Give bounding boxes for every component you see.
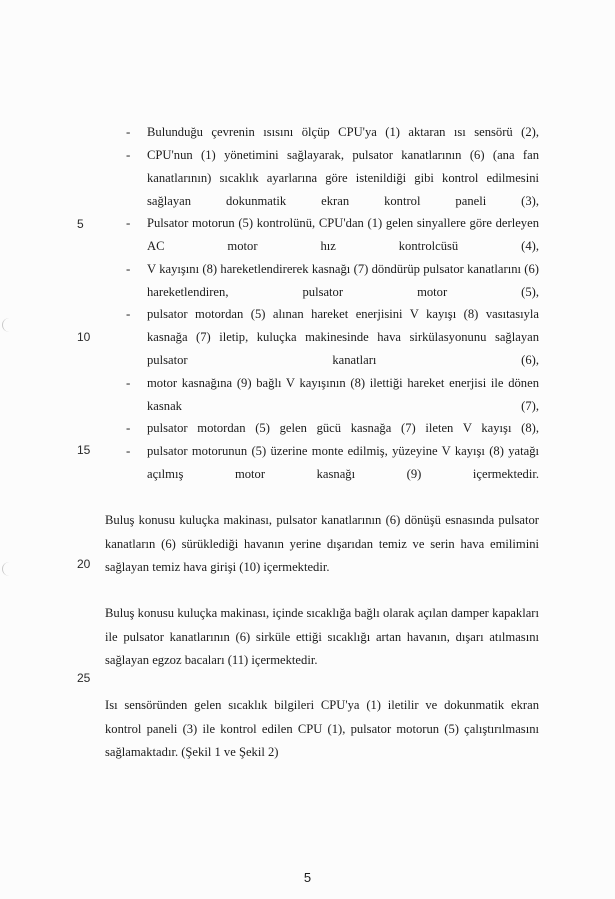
paragraph-fresh-air-inlet: Buluş konusu kuluçka makinası, pulsator kanatlarının (6) dönüşü esnasında pulsator kanatların (6) sürüklediği havanın yerine dışarıdan temiz ve serin hava emilimini sağlayan temiz hava girişi (10) içermektedir. [105, 513, 539, 574]
line-number: 5 [77, 217, 84, 231]
bullet-marker: - [126, 261, 131, 276]
line-number: 25 [77, 671, 91, 685]
bullet-marker: - [126, 420, 131, 435]
page-number: 5 [303, 870, 312, 885]
bullet-marker: - [126, 306, 131, 321]
list-item: pulsator motordan (5) gelen gücü kasnağa (7) ileten V kayışı (8), [147, 421, 539, 435]
line-number: 10 [77, 330, 91, 344]
bullet-marker: - [126, 375, 131, 390]
list-item: V kayışını (8) hareketlendirerek kasnağı (7) döndürüp pulsator kanatlarını (6) hareketlendiren, pulsator motor (5), [147, 262, 539, 299]
bullet-marker: - [126, 443, 131, 458]
punch-hole-mark [2, 562, 17, 576]
line-number: 15 [77, 443, 91, 457]
bullet-marker: - [126, 124, 131, 139]
list-item: pulsator motorunun (5) üzerine monte edilmiş, yüzeyine V kayışı (8) yatağı açılmış motor kasnağı (9) içermektedir. [147, 444, 539, 481]
line-number: 20 [77, 557, 91, 571]
list-item: CPU'nun (1) yönetimini sağlayarak, pulsator kanatlarının (6) (ana fan kanatlarının) sıcaklık ayarlarına göre istenildiği gibi kontrol edilmesini sağlayan dokunmatik ekran kontrol paneli (3), [147, 148, 539, 208]
paragraph-exhaust-chimneys: Buluş konusu kuluçka makinası, içinde sıcaklığa bağlı olarak açılan damper kapakları ile pulsator kanatlarının (6) sirküle ettiği sıcaklığı artan havanın, dışarı atılmasını sağlayan egzoz bacaları (11) içermektedir. [105, 606, 539, 667]
punch-hole-mark [2, 318, 17, 332]
bullet-marker: - [126, 147, 131, 162]
list-item: Pulsator motorun (5) kontrolünü, CPU'dan (1) gelen sinyallere göre derleyen AC motor hız kontrolcüsü (4), [147, 216, 539, 253]
list-item: Bulunduğu çevrenin ısısını ölçüp CPU'ya (1) aktaran ısı sensörü (2), [147, 125, 539, 139]
paragraph-cpu-control: Isı sensöründen gelen sıcaklık bilgileri CPU'ya (1) iletilir ve dokunmatik ekran kontrol paneli (3) ile kontrol edilen CPU (1), pulsator motorun (5) çalıştırılmasını sağlamaktadır. (Şekil 1 ve Şekil 2) [105, 698, 539, 759]
list-item: pulsator motordan (5) alınan hareket enerjisini V kayışı (8) vasıtasıyla kasnağa (7) iletip, kuluçka makinesinde hava sirkülasyonunu sağlayan pulsator kanatları (6), [147, 307, 539, 367]
list-item: motor kasnağına (9) bağlı V kayışının (8) ilettiği hareket enerjisi ile dönen kasnak (7), [147, 376, 539, 413]
bullet-marker: - [126, 215, 131, 230]
